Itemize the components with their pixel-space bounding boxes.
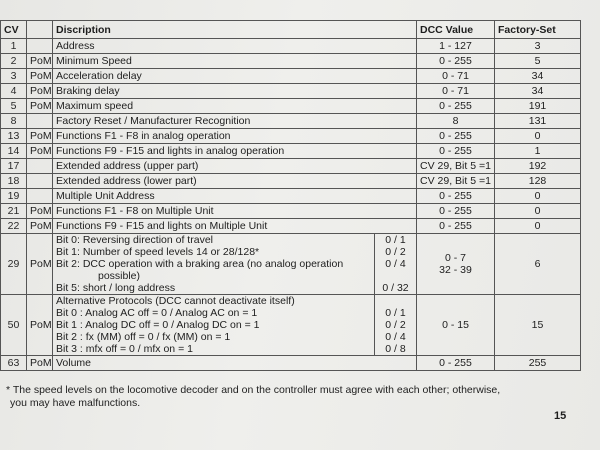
pom-flag: PoM xyxy=(27,129,53,144)
pom-flag: PoM xyxy=(27,219,53,234)
table-row xyxy=(1,174,581,189)
dcc-value: CV 29, Bit 5 =1 xyxy=(417,174,495,189)
header-row xyxy=(1,21,581,39)
cv50-bit-value: 0 / 4 xyxy=(385,331,406,343)
cv-number: 29 xyxy=(1,234,27,295)
cv29-bit-value: 0 / 32 xyxy=(382,282,409,294)
cv-number: 50 xyxy=(1,295,27,356)
cv-number: 4 xyxy=(1,84,27,99)
factory-value: 34 xyxy=(495,69,581,84)
dcc-value: 0 - 255 xyxy=(417,356,495,371)
table-row xyxy=(1,39,581,54)
cv50-bit-value: 0 / 8 xyxy=(385,343,406,355)
pom-flag: PoM xyxy=(27,234,53,295)
cv29-bit-line: Bit 5: short / long address xyxy=(56,282,176,294)
cv-number: 5 xyxy=(1,99,27,114)
cv-number: 2 xyxy=(1,54,27,69)
table-row xyxy=(1,114,581,129)
cv50-bit-line: Bit 2 : fx (MM) off = 0 / fx (MM) on = 1 xyxy=(56,331,231,343)
dcc-value: CV 29, Bit 5 =1 xyxy=(417,159,495,174)
pom-flag: PoM xyxy=(27,84,53,99)
cv29-dcc-value xyxy=(417,234,495,295)
table-row-cv50 xyxy=(1,295,581,356)
cv29-dcc-line2: 32 - 39 xyxy=(439,264,472,276)
table-body xyxy=(1,39,581,371)
factory-value: 0 xyxy=(495,219,581,234)
cv29-description xyxy=(53,234,375,295)
table-row xyxy=(1,219,581,234)
cv29-bit-value: 0 / 4 xyxy=(385,258,406,270)
cv-table xyxy=(0,20,581,371)
cv-number: 1 xyxy=(1,39,27,54)
cv50-description xyxy=(53,295,375,356)
dcc-value: 0 - 255 xyxy=(417,54,495,69)
row-description: Maximum speed xyxy=(53,99,417,114)
cv29-factory-value: 6 xyxy=(495,234,581,295)
footnote xyxy=(6,384,566,410)
pom-flag: PoM xyxy=(27,54,53,69)
pom-flag: PoM xyxy=(27,295,53,356)
cv50-bit-line: Bit 0 : Analog AC off = 0 / Analog AC on = 1 xyxy=(56,307,258,319)
cv50-bit-value: 0 / 2 xyxy=(385,319,406,331)
cv50-bit-line: Bit 3 : mfx off = 0 / mfx on = 1 xyxy=(56,343,193,355)
cv-number: 14 xyxy=(1,144,27,159)
table-row xyxy=(1,189,581,204)
row-description: Acceleration delay xyxy=(53,69,417,84)
row-description: Extended address (lower part) xyxy=(53,174,417,189)
factory-value: 0 xyxy=(495,129,581,144)
row-description: Factory Reset / Manufacturer Recognition xyxy=(53,114,417,129)
factory-value: 128 xyxy=(495,174,581,189)
factory-value: 131 xyxy=(495,114,581,129)
table-row-cv29 xyxy=(1,234,581,295)
pom-flag xyxy=(27,189,53,204)
cv50-bit-value xyxy=(378,295,413,307)
table-row xyxy=(1,159,581,174)
row-description: Address xyxy=(53,39,417,54)
pom-flag: PoM xyxy=(27,99,53,114)
row-description: Multiple Unit Address xyxy=(53,189,417,204)
cv29-bit-line: Bit 1: Number of speed levels 14 or 28/128* xyxy=(56,246,260,258)
dcc-value: 0 - 255 xyxy=(417,99,495,114)
header-description: Discription xyxy=(53,21,417,39)
cv29-bit-value xyxy=(378,270,413,282)
cv-number: 21 xyxy=(1,204,27,219)
row-description: Volume xyxy=(53,356,417,371)
pom-flag xyxy=(27,174,53,189)
row-description: Functions F1 - F8 in analog operation xyxy=(53,129,417,144)
row-description: Functions F1 - F8 on Multiple Unit xyxy=(53,204,417,219)
pom-flag: PoM xyxy=(27,204,53,219)
dcc-value: 8 xyxy=(417,114,495,129)
dcc-value: 0 - 255 xyxy=(417,144,495,159)
cv50-bit-line: Alternative Protocols (DCC cannot deactivate itself) xyxy=(56,295,295,307)
header-factory-set: Factory-Set xyxy=(495,21,581,39)
dcc-value: 0 - 71 xyxy=(417,69,495,84)
pom-flag xyxy=(27,159,53,174)
table-row xyxy=(1,204,581,219)
factory-value: 191 xyxy=(495,99,581,114)
pom-flag: PoM xyxy=(27,144,53,159)
table-row xyxy=(1,99,581,114)
dcc-value: 0 - 255 xyxy=(417,204,495,219)
cv29-dcc-line1: 0 - 7 xyxy=(444,252,466,264)
dcc-value: 0 - 71 xyxy=(417,84,495,99)
cv50-bit-values xyxy=(375,295,417,356)
pom-flag: PoM xyxy=(27,69,53,84)
cv-number: 18 xyxy=(1,174,27,189)
factory-value: 255 xyxy=(495,356,581,371)
table-row xyxy=(1,69,581,84)
cv-number: 22 xyxy=(1,219,27,234)
table-row-cv63 xyxy=(1,356,581,371)
cv-number: 63 xyxy=(1,356,27,371)
cv-number: 8 xyxy=(1,114,27,129)
cv29-bit-value: 0 / 1 xyxy=(385,234,406,246)
dcc-value: 0 - 255 xyxy=(417,219,495,234)
table-row xyxy=(1,129,581,144)
header-pom xyxy=(27,21,53,39)
row-description: Minimum Speed xyxy=(53,54,417,69)
header-cv: CV xyxy=(1,21,27,39)
factory-value: 34 xyxy=(495,84,581,99)
cv-number: 3 xyxy=(1,69,27,84)
factory-value: 192 xyxy=(495,159,581,174)
row-description: Braking delay xyxy=(53,84,417,99)
cv29-bit-value: 0 / 2 xyxy=(385,246,406,258)
factory-value: 3 xyxy=(495,39,581,54)
dcc-value: 0 - 255 xyxy=(417,189,495,204)
pom-flag: PoM xyxy=(27,356,53,371)
row-description: Functions F9 - F15 and lights on Multiple Unit xyxy=(53,219,417,234)
pom-flag xyxy=(27,114,53,129)
factory-value: 0 xyxy=(495,189,581,204)
cv29-bit-line: Bit 2: DCC operation with a braking area (no analog operation xyxy=(56,258,344,270)
cv50-bit-value: 0 / 1 xyxy=(385,307,406,319)
dcc-value: 0 - 255 xyxy=(417,129,495,144)
cv29-bit-line: possible) xyxy=(98,270,141,282)
row-description: Functions F9 - F15 and lights in analog operation xyxy=(53,144,417,159)
cv-number: 17 xyxy=(1,159,27,174)
pom-flag xyxy=(27,39,53,54)
cv50-bit-line: Bit 1 : Analog DC off = 0 / Analog DC on = 1 xyxy=(56,319,260,331)
footnote-line1: * The speed levels on the locomotive decoder and on the controller must agree with each other; otherwise, xyxy=(6,384,501,396)
cv29-bit-line: Bit 0: Reversing direction of travel xyxy=(56,234,213,246)
row-description: Extended address (upper part) xyxy=(53,159,417,174)
footnote-line2: you may have malfunctions. xyxy=(10,397,141,409)
dcc-value: 1 - 127 xyxy=(417,39,495,54)
cv29-bit-values xyxy=(375,234,417,295)
factory-value: 0 xyxy=(495,204,581,219)
table-row xyxy=(1,144,581,159)
cv50-factory-value: 15 xyxy=(495,295,581,356)
header-dcc-value: DCC Value xyxy=(417,21,495,39)
table-row xyxy=(1,84,581,99)
table-row xyxy=(1,54,581,69)
cv-number: 19 xyxy=(1,189,27,204)
cv-number: 13 xyxy=(1,129,27,144)
factory-value: 1 xyxy=(495,144,581,159)
factory-value: 5 xyxy=(495,54,581,69)
page-number: 15 xyxy=(554,410,567,422)
cv50-dcc-value: 0 - 15 xyxy=(417,295,495,356)
